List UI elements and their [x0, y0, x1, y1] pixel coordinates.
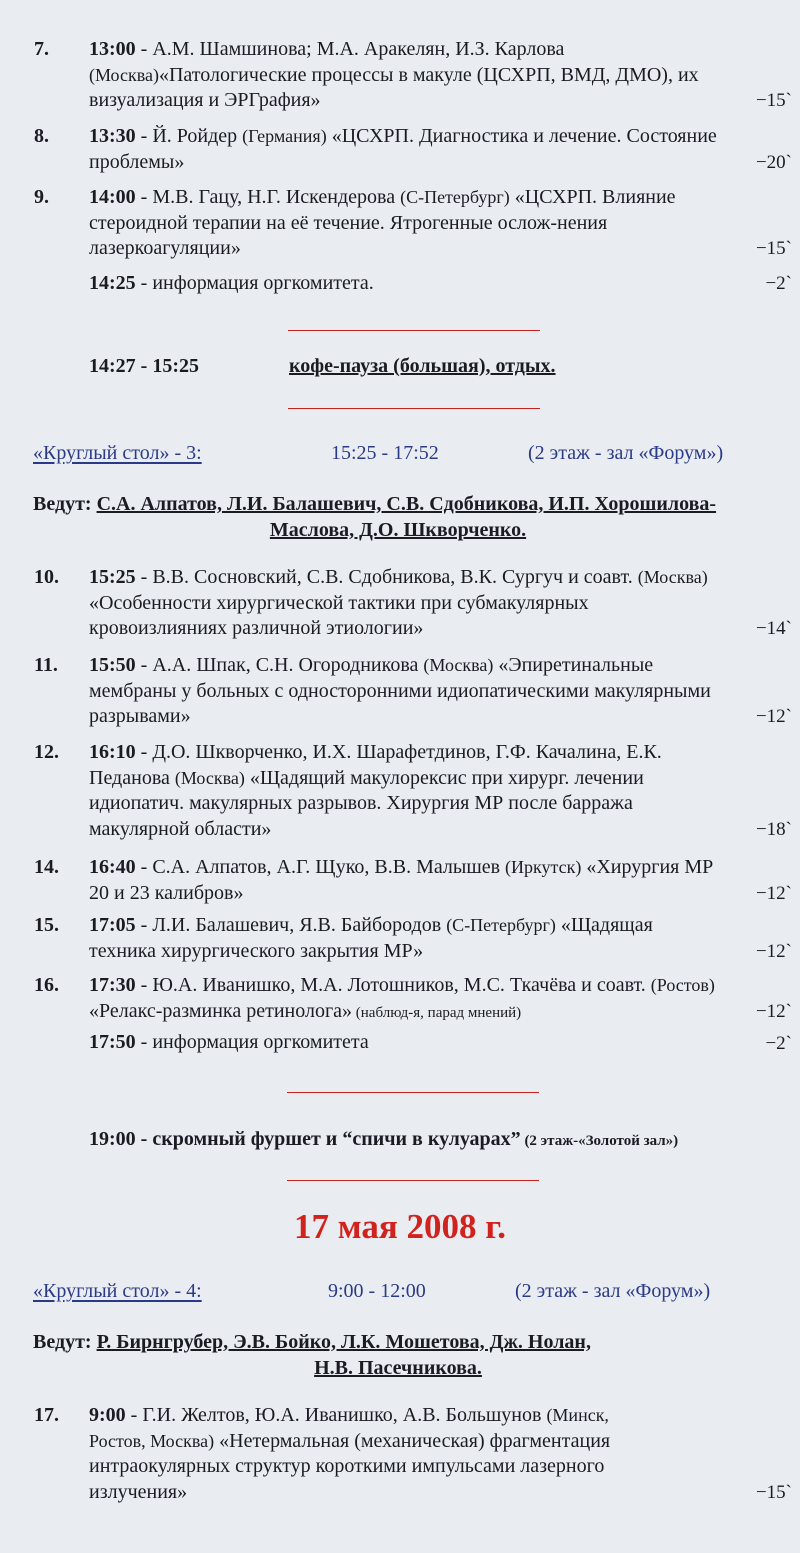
talk-speakers: - М.В. Гацу, Н.Г. Искендерова	[135, 186, 401, 208]
talk-entry	[34, 913, 792, 964]
duration-label: −12`	[755, 1000, 792, 1022]
org-info-line-1: 14:25 - информация оргкомитета.	[89, 272, 374, 294]
red-divider	[287, 1092, 539, 1093]
talk-number: 16.	[34, 974, 59, 996]
duration-label: −15`	[755, 1481, 792, 1503]
talk-number: 12.	[34, 741, 59, 763]
talk-title: «Хирургия МР 20 и 23 калибров»	[89, 856, 714, 904]
talk-city: (Москва)	[637, 567, 708, 587]
org-info-line-2: 17:50 - информация оргкомитета	[89, 1031, 369, 1053]
talk-time: 16:40	[89, 856, 136, 878]
talk-time: 9:00	[89, 1404, 126, 1426]
talk-number: 7.	[34, 38, 49, 60]
talk-entry	[34, 565, 792, 642]
talk-city: (Ростов)	[650, 975, 715, 995]
talk-speakers: - Д.О. Шкворченко, И.Х. Шарафетдинов, Г.Ф. Качалина, Е.К. Педанова	[89, 741, 662, 789]
round-table-4-header	[33, 1280, 763, 1303]
round-table-label: «Круглый стол» - 3:	[33, 442, 202, 464]
talk-title: «ЦСХРП. Влияние стероидной терапии на её течение. Ятрогенные ослож-нения лазеркоагуляции»	[89, 186, 676, 259]
talk-number: 10.	[34, 566, 59, 588]
duration-label: −2`	[765, 273, 792, 294]
duration-label: −12`	[755, 706, 792, 727]
talk-number: 14.	[34, 856, 59, 878]
reception: 19:00 - скромный фуршет и “спичи в кулуарах” (2 этаж-«Золотой зал»)	[89, 1128, 679, 1150]
round-table-label: «Круглый стол» - 4:	[33, 1280, 202, 1302]
talk-entry	[34, 973, 792, 1026]
talk-time: 15:25	[89, 566, 136, 588]
talk-speakers: - А.М. Шамшинова; М.А. Аракелян, И.З. Карлова	[135, 38, 565, 60]
duration-label: −18`	[755, 818, 792, 840]
round-table-time: 9:00 - 12:00	[328, 1280, 426, 1302]
talk-city: (Иркутск)	[505, 857, 582, 877]
talk-time: 17:30	[89, 974, 136, 996]
talk-title: «Патологические процессы в макуле (ЦСХРП, ВМД, ДМО), их визуализация и ЭРГрафия»	[89, 63, 699, 111]
talk-time: 16:10	[89, 741, 136, 763]
duration-label: −12`	[755, 940, 792, 962]
talk-entry	[34, 1403, 792, 1505]
talk-time: 14:00	[89, 186, 136, 208]
red-divider	[287, 1180, 539, 1181]
talk-title: «Нетермальная (механическая) фрагментация интраокулярных структур короткими импульсами лазерного излучения»	[89, 1429, 611, 1503]
talk-time: 13:00	[89, 38, 136, 60]
talk-city: (Германия)	[242, 126, 327, 146]
talk-number: 15.	[34, 914, 59, 936]
talk-city: (Москва)	[423, 655, 494, 675]
talk-speakers: - Й. Ройдер	[135, 125, 243, 147]
talk-city: (С-Петербург)	[400, 187, 510, 207]
duration-label: −15`	[755, 90, 792, 111]
talk-title: «ЦСХРП. Диагностика и лечение. Состояние проблемы»	[89, 125, 717, 173]
talk-speakers: - В.В. Сосновский, С.В. Сдобникова, В.К. Сургуч и соавт.	[135, 566, 638, 588]
talk-entry	[34, 653, 792, 730]
talk-entry	[34, 124, 792, 175]
talk-title: «Релакс-разминка ретинолога»	[89, 999, 353, 1022]
talk-time: 15:50	[89, 654, 136, 676]
talk-title: «Щадящая техника хирургического закрытия МР»	[89, 914, 653, 962]
talk-title: «Щадящий макулорексис при хирург. лечении идиопатич. макулярных разрывов. Хирургия МР после барража макулярной области»	[89, 766, 644, 840]
talk-entry	[34, 740, 792, 842]
talk-speakers: - Л.И. Балашевич, Я.В. Байбородов	[135, 914, 447, 936]
talk-speakers: - А.А. Шпак, С.Н. Огородникова	[135, 654, 424, 676]
talk-city: (Минск, Ростов, Москва)	[89, 1405, 609, 1451]
talk-city: (Москва)	[174, 767, 245, 788]
talk-number: 8.	[34, 125, 49, 147]
talk-title: «Эпиретинальные мембраны у больных с односторонними идиопатическими макулярными разрывами»	[89, 654, 711, 727]
moderators-4: Ведут: Р. Бирнгрубер, Э.В. Бойко, Л.К. Мошетова, Дж. Нолан, Н.В. Пасечникова.	[33, 1331, 591, 1379]
duration-label: −2`	[765, 1033, 792, 1054]
talk-city: (С-Петербург)	[446, 915, 556, 935]
day-heading: 17 мая 2008 г.	[294, 1207, 506, 1246]
talk-entry	[34, 855, 792, 906]
red-divider	[288, 330, 540, 331]
talk-entry	[34, 37, 792, 114]
duration-label: −20`	[755, 151, 792, 173]
coffee-break: 14:27 - 15:25 кофе-пауза (большая), отдых.	[89, 355, 556, 377]
talk-number: 11.	[34, 654, 58, 676]
round-table-location: (2 этаж - зал «Форум»)	[515, 1280, 711, 1302]
duration-label: −15`	[755, 238, 792, 259]
duration-label: −12`	[755, 882, 792, 904]
talk-number: 17.	[34, 1404, 59, 1426]
round-table-location: (2 этаж - зал «Форум»)	[528, 442, 724, 464]
moderators-3: Ведут: С.А. Алпатов, Л.И. Балашевич, С.В. Сдобникова, И.П. Хорошилова- Маслова, Д.О. Шкворченко.	[33, 493, 717, 541]
talk-entry	[34, 185, 792, 262]
talk-city: (Москва)	[89, 64, 159, 85]
talk-speakers: - Ю.А. Иванишко, М.А. Лотошников, М.С. Ткачёва и соавт.	[135, 974, 651, 996]
round-table-3-header	[33, 442, 763, 465]
red-divider	[288, 408, 540, 409]
talk-speakers: - С.А. Алпатов, А.Г. Щуко, В.В. Малышев	[135, 856, 506, 878]
round-table-time: 15:25 - 17:52	[331, 442, 439, 464]
talk-title: «Особенности хирургической тактики при субмакулярных кровоизлияниях различной этиологии»	[89, 591, 589, 639]
talk-time: 13:30	[89, 125, 136, 147]
talk-time: 17:05	[89, 914, 136, 936]
talk-speakers: - Г.И. Желтов, Ю.А. Иванишко, А.В. Большунов	[125, 1404, 547, 1426]
duration-label: −14`	[755, 618, 792, 639]
talk-number: 9.	[34, 186, 49, 208]
talk-note: (наблюд-я, парад мнений)	[352, 1004, 522, 1021]
